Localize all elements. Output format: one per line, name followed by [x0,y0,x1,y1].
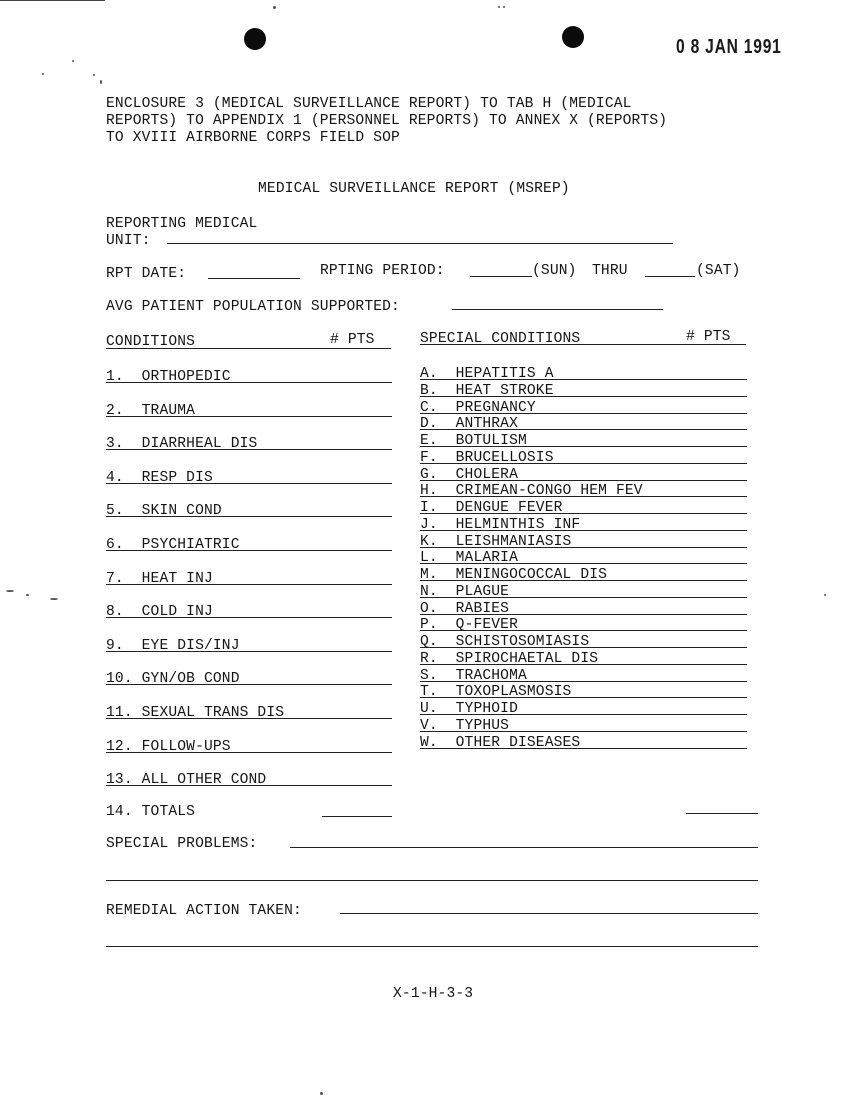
special-condition-count-field[interactable] [420,379,747,380]
condition-item: 4. RESP DIS [106,470,213,486]
period-start-field[interactable] [470,276,532,277]
date-stamp: 0 8 JAN 1991 [676,36,782,58]
remedial-action-label: REMEDIAL ACTION TAKEN: [106,903,302,919]
special-condition-item: K. LEISHMANIASIS [420,534,572,550]
special-condition-count-field[interactable] [420,664,747,665]
special-condition-item: R. SPIROCHAETAL DIS [420,651,599,667]
special-condition-item: G. CHOLERA [420,467,518,483]
special-condition-item: M. MENINGOCOCCAL DIS [420,567,608,583]
condition-count-field[interactable] [106,617,392,618]
special-header-underline [420,344,746,345]
condition-count-field[interactable] [106,416,392,417]
special-condition-count-field[interactable] [420,513,747,514]
rpt-date-field[interactable] [208,278,300,279]
special-condition-count-field[interactable] [420,563,747,564]
special-condition-item: U. TYPHOID [420,701,518,717]
special-condition-count-field[interactable] [420,496,747,497]
special-conditions-header: SPECIAL CONDITIONS [420,331,581,347]
special-condition-count-field[interactable] [420,630,747,631]
condition-item: 2. TRAUMA [106,403,196,419]
condition-count-field[interactable] [106,516,392,517]
condition-count-field[interactable] [106,718,392,719]
scan-speck [824,594,826,596]
special-condition-count-field[interactable] [420,647,747,648]
conditions-header-underline [106,348,391,349]
reporting-unit-field[interactable] [167,243,673,244]
special-problems-field-1[interactable] [290,847,758,848]
remedial-action-field-1[interactable] [340,913,758,914]
condition-count-field[interactable] [106,550,392,551]
condition-item: 5. SKIN COND [106,503,222,519]
reporting-unit-label-2: UNIT: [106,233,151,249]
special-condition-item: O. RABIES [420,601,510,617]
special-condition-item: L. MALARIA [420,550,518,566]
avg-population-label: AVG PATIENT POPULATION SUPPORTED: [106,299,400,315]
special-condition-count-field[interactable] [420,463,747,464]
special-pts-header: # PTS [686,329,731,345]
condition-count-field[interactable] [106,752,392,753]
condition-item: 11. SEXUAL TRANS DIS [106,705,285,721]
scan-speck [42,73,44,75]
special-problems-label: SPECIAL PROBLEMS: [106,836,258,852]
rpt-date-label: RPT DATE: [106,266,187,282]
special-condition-count-field[interactable] [420,697,747,698]
special-problems-field-2[interactable] [106,880,758,881]
condition-item: 10. GYN/OB COND [106,671,240,687]
scan-speck [93,74,95,76]
special-condition-item: W. OTHER DISEASES [420,735,581,751]
period-end-field[interactable] [645,276,695,277]
totals-label: 14. TOTALS [106,804,196,820]
enclosure-header-line-2: REPORTS) TO APPENDIX 1 (PERSONNEL REPORTS) TO ANNEX X (REPORTS) [106,113,668,129]
special-condition-item: I. DENGUE FEVER [420,500,563,516]
remedial-action-field-2[interactable] [106,946,758,947]
special-condition-item: F. BRUCELLOSIS [420,450,554,466]
special-condition-item: E. BOTULISM [420,433,527,449]
rpting-period-label: RPTING PERIOD: [320,263,445,279]
scan-speck [503,6,505,8]
condition-count-field[interactable] [106,651,392,652]
scan-speck [273,6,276,9]
condition-item: 1. ORTHOPEDIC [106,369,231,385]
special-condition-count-field[interactable] [420,597,747,598]
scan-speck [320,1092,323,1095]
special-condition-count-field[interactable] [420,429,747,430]
scan-speck [100,80,102,84]
special-condition-count-field[interactable] [420,446,747,447]
special-condition-count-field[interactable] [420,396,747,397]
special-condition-item: V. TYPHUS [420,718,510,734]
special-condition-item: A. HEPATITIS A [420,366,554,382]
special-condition-item: C. PREGNANCY [420,400,536,416]
special-condition-item: D. ANTHRAX [420,416,518,432]
special-condition-count-field[interactable] [420,681,747,682]
condition-item: 12. FOLLOW-UPS [106,739,231,755]
scan-edge-line [0,0,105,1]
special-condition-count-field[interactable] [420,480,747,481]
conditions-pts-header: # PTS [330,332,375,348]
scan-speck [6,590,14,592]
scan-speck [26,594,29,596]
sat-label: (SAT) [696,263,741,279]
special-condition-count-field[interactable] [420,748,747,749]
thru-label: THRU [592,263,628,279]
special-condition-item: P. Q-FEVER [420,617,518,633]
page-number: X-1-H-3-3 [393,986,474,1002]
condition-item: 3. DIARRHEAL DIS [106,436,258,452]
punch-hole-left [244,28,266,50]
condition-item: 8. COLD INJ [106,604,213,620]
condition-count-field[interactable] [106,584,392,585]
reporting-unit-label-1: REPORTING MEDICAL [106,216,258,232]
condition-item: 9. EYE DIS/INJ [106,638,240,654]
enclosure-header-line-3: TO XVIII AIRBORNE CORPS FIELD SOP [106,130,400,146]
totals-special-field[interactable] [686,813,758,814]
condition-item: 7. HEAT INJ [106,571,213,587]
special-condition-item: S. TRACHOMA [420,668,527,684]
special-condition-item: B. HEAT STROKE [420,383,554,399]
conditions-header: CONDITIONS [106,334,196,350]
special-condition-count-field[interactable] [420,731,747,732]
special-condition-item: T. TOXOPLASMOSIS [420,684,572,700]
form-title: MEDICAL SURVEILLANCE REPORT (MSREP) [258,181,570,197]
special-condition-item: J. HELMINTHIS INF [420,517,581,533]
special-condition-item: Q. SCHISTOSOMIASIS [420,634,590,650]
scan-speck [72,60,74,62]
condition-count-field[interactable] [106,382,392,383]
special-condition-count-field[interactable] [420,614,747,615]
special-condition-count-field[interactable] [420,714,747,715]
condition-count-field[interactable] [106,785,392,786]
condition-count-field[interactable] [106,449,392,450]
enclosure-header-line-1: ENCLOSURE 3 (MEDICAL SURVEILLANCE REPORT) TO TAB H (MEDICAL [106,96,632,112]
special-condition-count-field[interactable] [420,580,747,581]
special-condition-count-field[interactable] [420,547,747,548]
condition-count-field[interactable] [106,684,392,685]
sun-label: (SUN) [532,263,577,279]
avg-population-field[interactable] [452,309,663,310]
totals-conditions-field[interactable] [322,816,392,817]
condition-item: 6. PSYCHIATRIC [106,537,240,553]
special-condition-count-field[interactable] [420,413,747,414]
special-condition-item: H. CRIMEAN-CONGO HEM FEV [420,483,643,499]
special-condition-count-field[interactable] [420,530,747,531]
special-condition-item: N. PLAGUE [420,584,510,600]
scan-speck [50,598,58,600]
scan-speck [498,6,500,8]
condition-count-field[interactable] [106,483,392,484]
condition-item: 13. ALL OTHER COND [106,772,267,788]
punch-hole-right [562,26,584,48]
